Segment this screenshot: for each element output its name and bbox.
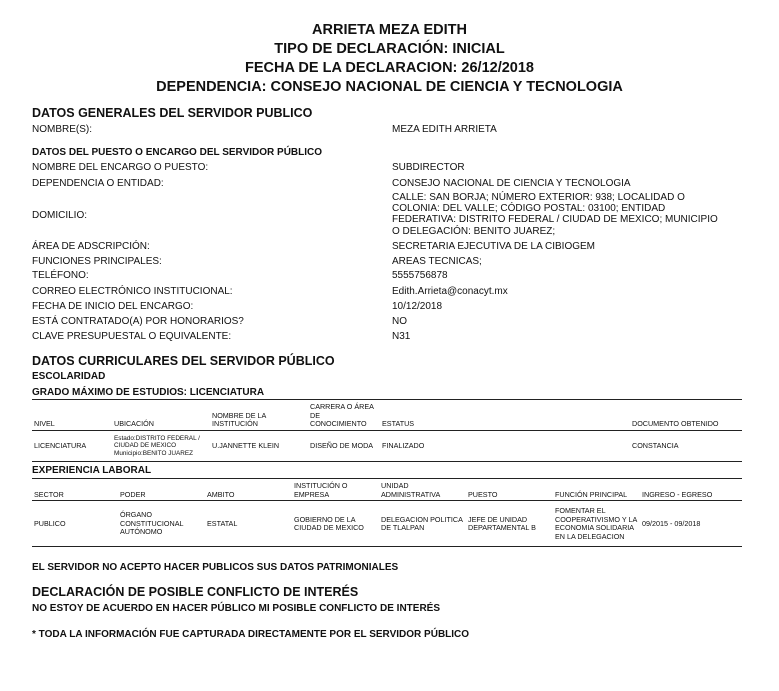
column-header: NIVEL <box>32 401 112 430</box>
cell-carrera: DISEÑO DE MODA <box>308 430 380 461</box>
column-header: ESTATUS <box>380 401 480 430</box>
cell-documento: CONSTANCIA <box>630 430 742 461</box>
escolaridad-table <box>32 401 742 462</box>
cell-puesto: JEFE DE UNIDAD DEPARTAMENTAL B <box>466 501 553 547</box>
cell-institucion: U.JANNETTE KLEIN <box>210 430 308 461</box>
column-header: UBICACIÓN <box>112 401 210 430</box>
grado-maximo: GRADO MÁXIMO DE ESTUDIOS: LICENCIATURA <box>32 387 265 398</box>
nombre-value: MEZA EDITH ARRIETA <box>392 124 497 135</box>
field-label: NOMBRE DEL ENCARGO O PUESTO: <box>32 162 209 173</box>
fecha-declaracion: FECHA DE LA DECLARACION: 26/12/2018 <box>245 60 534 76</box>
column-header: UNIDAD ADMINISTRATIVA <box>379 480 466 501</box>
table-row <box>32 430 742 461</box>
cell-fechas: 09/2015 - 09/2018 <box>640 501 742 547</box>
cell-nivel: LICENCIATURA <box>32 430 112 461</box>
cell-sector: PUBLICO <box>32 501 118 547</box>
ubicacion-municipio: Municipio:BENITO JUAREZ <box>114 449 194 457</box>
ubicacion-estado: Estado:DISTRITO FEDERAL / CIUDAD DE MEXICO <box>114 434 200 450</box>
column-header: FUNCIÓN PRINCIPAL <box>553 480 640 501</box>
section-title-generales: DATOS GENERALES DEL SERVIDOR PUBLICO <box>32 106 313 120</box>
footnote: * TODA LA INFORMACIÓN FUE CAPTURADA DIRECTAMENTE POR EL SERVIDOR PÚBLICO <box>32 629 470 640</box>
field-value: N31 <box>392 331 411 342</box>
column-header: INSTITUCIÓN O EMPRESA <box>292 480 379 501</box>
field-value: Edith.Arrieta@conacyt.mx <box>392 286 508 297</box>
divider <box>32 478 742 479</box>
cell-unidad: DELEGACION POLITICA DE TLALPAN <box>379 501 466 547</box>
field-label: FECHA DE INICIO DEL ENCARGO: <box>32 301 194 312</box>
column-header: NOMBRE DE LA INSTITUCIÓN <box>210 401 308 430</box>
tipo-declaracion: TIPO DE DECLARACIÓN: INICIAL <box>274 41 505 57</box>
field-label: DOMICILIO: <box>32 210 88 221</box>
field-label: CLAVE PRESUPUESTAL O EQUIVALENTE: <box>32 331 232 342</box>
column-header: INGRESO - EGRESO <box>640 480 742 501</box>
column-header: AMBITO <box>205 480 292 501</box>
section-title-conflicto: DECLARACIÓN DE POSIBLE CONFLICTO DE INTERÉS <box>32 585 359 599</box>
column-header: CARRERA O ÁREA DE CONOCIMIENTO <box>308 401 380 430</box>
field-label: FUNCIONES PRINCIPALES: <box>32 256 162 267</box>
column-header: PUESTO <box>466 480 553 501</box>
patrimonial-notice: EL SERVIDOR NO ACEPTO HACER PUBLICOS SUS DATOS PATRIMONIALES <box>32 562 399 573</box>
cell-ubicacion <box>112 430 210 461</box>
field-value: NO <box>392 316 407 327</box>
servidor-name: ARRIETA MEZA EDITH <box>312 22 467 38</box>
dependencia: DEPENDENCIA: CONSEJO NACIONAL DE CIENCIA Y TECNOLOGIA <box>156 79 623 95</box>
column-header: DOCUMENTO OBTENIDO <box>630 401 742 430</box>
field-value: AREAS TECNICAS; <box>392 256 482 267</box>
cell-poder: ÓRGANO CONSTITUCIONAL AUTÓNOMO <box>118 501 205 547</box>
cell-estatus: FINALIZADO <box>380 430 480 461</box>
field-label: TELÉFONO: <box>32 270 89 281</box>
document-header <box>0 0 779 97</box>
field-label: CORREO ELECTRÓNICO INSTITUCIONAL: <box>32 286 233 297</box>
table-header-row <box>32 401 742 430</box>
cell-ambito: ESTATAL <box>205 501 292 547</box>
field-value: SUBDIRECTOR <box>392 162 465 173</box>
experiencia-table <box>32 480 742 547</box>
column-header <box>480 401 630 430</box>
field-label: ESTÁ CONTRATADO(A) POR HONORARIOS? <box>32 316 244 327</box>
field-value: 10/12/2018 <box>392 301 443 312</box>
section-title-puesto: DATOS DEL PUESTO O ENCARGO DEL SERVIDOR PÚBLICO <box>32 147 323 158</box>
conflicto-text: NO ESTOY DE ACUERDO EN HACER PÚBLICO MI POSIBLE CONFLICTO DE INTERÉS <box>32 603 441 614</box>
escolaridad-label: ESCOLARIDAD <box>32 371 106 382</box>
section-title-curriculares: DATOS CURRICULARES DEL SERVIDOR PÚBLICO <box>32 354 335 368</box>
cell-institucion: GOBIERNO DE LA CIUDAD DE MEXICO <box>292 501 379 547</box>
field-value: CONSEJO NACIONAL DE CIENCIA Y TECNOLOGIA <box>392 178 631 189</box>
field-label: ÁREA DE ADSCRIPCIÓN: <box>32 241 150 252</box>
nombre-label: NOMBRE(S): <box>32 124 92 135</box>
section-title-experiencia: EXPERIENCIA LABORAL <box>32 465 152 476</box>
field-value: 5555756878 <box>392 270 448 281</box>
divider <box>32 399 742 400</box>
field-value: SECRETARIA EJECUTIVA DE LA CIBIOGEM <box>392 241 596 252</box>
cell-empty <box>480 430 630 461</box>
table-row <box>32 501 742 547</box>
column-header: PODER <box>118 480 205 501</box>
domicilio-value: CALLE: SAN BORJA; NÚMERO EXTERIOR: 938; LOCALIDAD O COLONIA: DEL VALLE; CÓDIGO POSTAL: 03100; ENTIDAD FEDERATIVA: DISTRITO FEDERAL / CIUDAD DE MEXICO; MUNICIPIO O DELEGACIÓN: BENITO JUAREZ; <box>392 192 718 237</box>
table-header-row <box>32 480 742 501</box>
cell-funcion: FOMENTAR EL COOPERATIVISMO Y LA ECONOMIA SOLIDARIA EN LA DELEGACION <box>553 501 640 547</box>
column-header: SECTOR <box>32 480 118 501</box>
field-label: DEPENDENCIA O ENTIDAD: <box>32 178 164 189</box>
